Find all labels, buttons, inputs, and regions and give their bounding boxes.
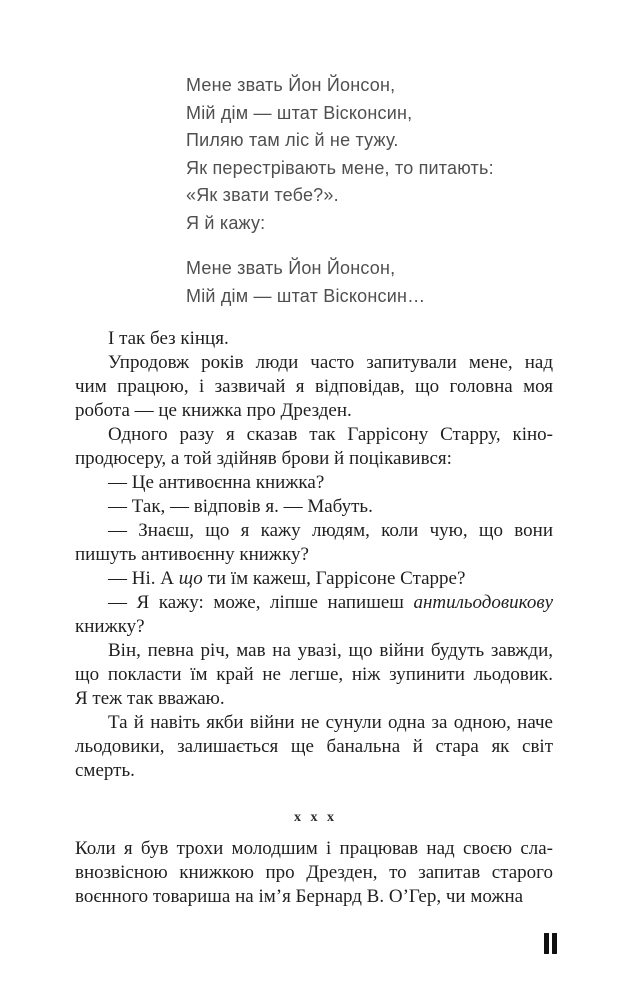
poem-line: Пиляю там ліс й не тужу. [186,130,399,150]
section-divider: х х х [294,810,337,825]
text-line: робота — це книжка про Дрезден. [75,400,352,421]
paragraph [75,351,553,423]
text-line: Одного разу я сказав так Гаррісону Старру, кіно- [108,424,553,445]
paragraph [75,567,553,591]
poem-line: «Як звати тебе?». [186,185,339,205]
text-line: пишуть антивоєнну книжку? [75,544,309,565]
text-line: Я теж так вважаю. [75,688,225,709]
poem-epigraph [75,72,553,310]
numeral-one-bar [544,933,549,954]
paragraph [75,495,553,519]
numeral-one-bar [552,933,557,954]
text-line: смерть. [75,760,135,781]
paragraph [75,711,553,783]
text-column [75,0,553,909]
text-line: Упродовж років люди часто запитували мене, над [108,352,553,373]
text-line: внозвісною книжкою про Дрезден, то запитав старого [75,862,553,883]
poem-stanza [186,255,553,310]
paragraph [75,423,553,471]
poem-line: Мій дім — штат Вісконсин, [186,102,413,123]
page-number [544,933,557,954]
text-line: книжку? [75,616,145,637]
poem-line: Мене звать Йон Йонсон, [186,258,396,278]
poem-line: Мій дім — штат Вісконсин… [186,285,426,306]
text-line: льодовики, залишається ще банальна й стара як світ [75,736,553,757]
text-line: Та й навіть якби війни не сунули одна за одною, наче [108,712,553,733]
text-line: — Я кажу: може, ліпше напишеш антильодовикову [108,592,553,613]
paragraph [75,591,553,639]
poem-line: Я й кажу: [186,212,266,233]
text-line: — Це антивоєнна книжка? [108,472,325,493]
paragraph [75,639,553,711]
text-line: — Ні. А що ти їм кажеш, Гаррісоне Старре? [108,568,466,589]
paragraph [75,837,553,909]
text-line: Коли я був трохи молодшим і працював над своєю сла- [75,838,553,859]
text-line: що покласти їм край не легше, ніж зупинити льодовик. [75,664,553,685]
text-line: чим працюю, і зазвичай я відповідав, що головна моя [75,376,553,397]
poem-line: Мене звать Йон Йонсон, [186,75,396,95]
poem-line: Як перестрівають мене, то питають: [186,157,494,178]
body-text [75,327,553,783]
text-line: Він, певна річ, мав на увазі, що війни будуть завжди, [108,640,553,661]
text-line: — Знаєш, що я кажу людям, коли чую, що вони [108,520,553,541]
text-line: — Так, — відповів я. — Мабуть. [108,496,373,517]
text-line: І так без кінця. [108,328,229,349]
text-line: продюсеру, а той здійняв брови й поцікавився: [75,448,452,469]
paragraph [75,471,553,495]
paragraph [75,327,553,351]
poem-stanza [186,72,553,237]
paragraph [75,519,553,567]
body-text-after-divider [75,837,553,909]
text-line: воєнного товариша на ім’я Бернард В. О’Гер, чи можна [75,886,524,907]
